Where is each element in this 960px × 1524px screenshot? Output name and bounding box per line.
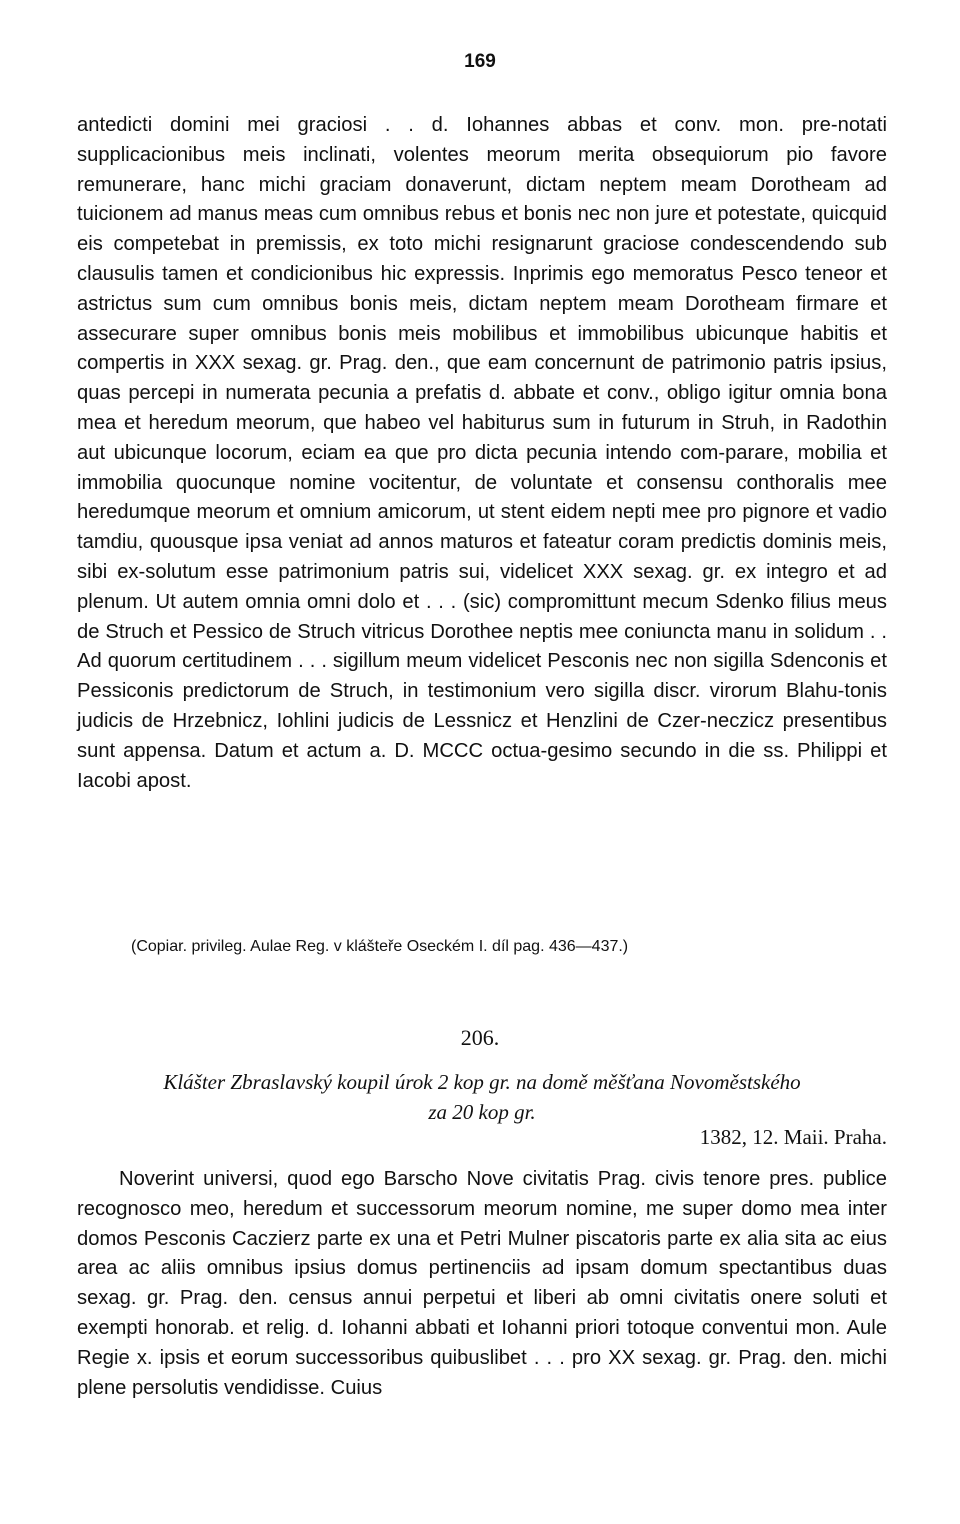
document-206-body: Noverint universi, quod ego Barscho Nove civitatis Prag. civis tenore pres. publice recognosco meo, heredum et successorum meorum nomine, me super domo mea inter domos Pesconis Caczierz parte ex una et Petri Mulner piscatoris parte ex alia sita ac eius area ac aliis omnibus ipsius domus pertinenciis ad ipsam domum spectantibus duas sexag. gr. Prag. den. census annui perpetui et liberi ab omni civitatis onere soluti et exempti honorab. et relig. d. Iohanni abbati et Iohanni priori totoque conventui mon. Aule Regie x. ipsis et eorum successoribus quibuslibet . . . pro XX sexag. gr. Prag. den. michi plene persolutis vendidisse. Cuius — [77, 1168, 887, 1399]
dateline: 1382, 12. Maii. Praha. — [699, 1125, 887, 1149]
heading-line-1: Klášter Zbraslavský koupil úrok 2 kop gr. na domě měšťana Novoměstského — [163, 1070, 801, 1094]
document-heading — [77, 1067, 887, 1127]
source-citation: (Copiar. privileg. Aulae Reg. v klášteře Oseckém I. díl pag. 436—437.) — [131, 938, 629, 955]
page-number: 169 — [464, 51, 496, 72]
heading-line-2: za 20 kop gr. — [428, 1100, 536, 1124]
document-number: 206. — [460, 1025, 500, 1050]
document-205-body: antedicti domini mei graciosi . . d. Iohannes abbas et conv. mon. pre-notati supplicacionibus meis inclinati, volentes meorum merita obsequiorum pio favore remunerare, hanc michi graciam donaverunt, dictam neptem meam Dorotheam ad tuicionem ad manus meas cum omnibus rebus et bonis nec non jure et potestate, quicquid eis competebat in premissis, ex toto michi resignarunt graciose condescendendo sub clausulis tamen et condicionibus hic expressis. Inprimis ego memoratus Pesco teneor et astrictus sum cum omnibus bonis meis, dictam neptem meam Dorotheam firmare et assecurare super omnibus bonis meis mobilibus et immobilibus ubicunque habitis et compertis in XXX sexag. gr. Prag. den., que eam concernunt de patrimonio patris ipsius, quas percepi in numerata pecunia a prefatis d. abbate et conv., obligo igitur omnia bona mea et heredum meorum, que habeo vel habiturus sum in futurum in Struh, in Radothin aut ubicunque locorum, eciam ea que pro dicta pecunia intendo com-parare, mobilia et immobilia quocunque nomine vocitentur, de voluntate et consensu conthoralis mee heredumque meorum et omnium amicorum, ut stent eidem nepti mee pro pignore et vadio tamdiu, quousque ipsa veniat ad annos maturos et fateatur coram predictis dominis meis, sibi ex-solutum esse patrimonium patris sui, videlicet XXX sexag. gr. ex integro et ad plenum. Ut autem omnia omni dolo et . . . (sic) compromittunt mecum Sdenko filius meus de Struch et Pessico de Struch vitricus Dorothee neptis mee coniuncta manu in solidum . . Ad quorum certitudinem . . . sigillum meum videlicet Pesconis nec non sigilla Sdenconis et Pessiconis predictorum de Struch, in testimonium vero sigilla discr. virorum Blahu-tonis judicis de Hrzebnicz, Iohlini judicis de Lessnicz et Henzlini de Czer-neczicz presentibus sunt appensa. Datum et actum a. D. MCCC octua-gesimo secundo in die ss. Philippi et Iacobi apost. — [77, 114, 887, 792]
